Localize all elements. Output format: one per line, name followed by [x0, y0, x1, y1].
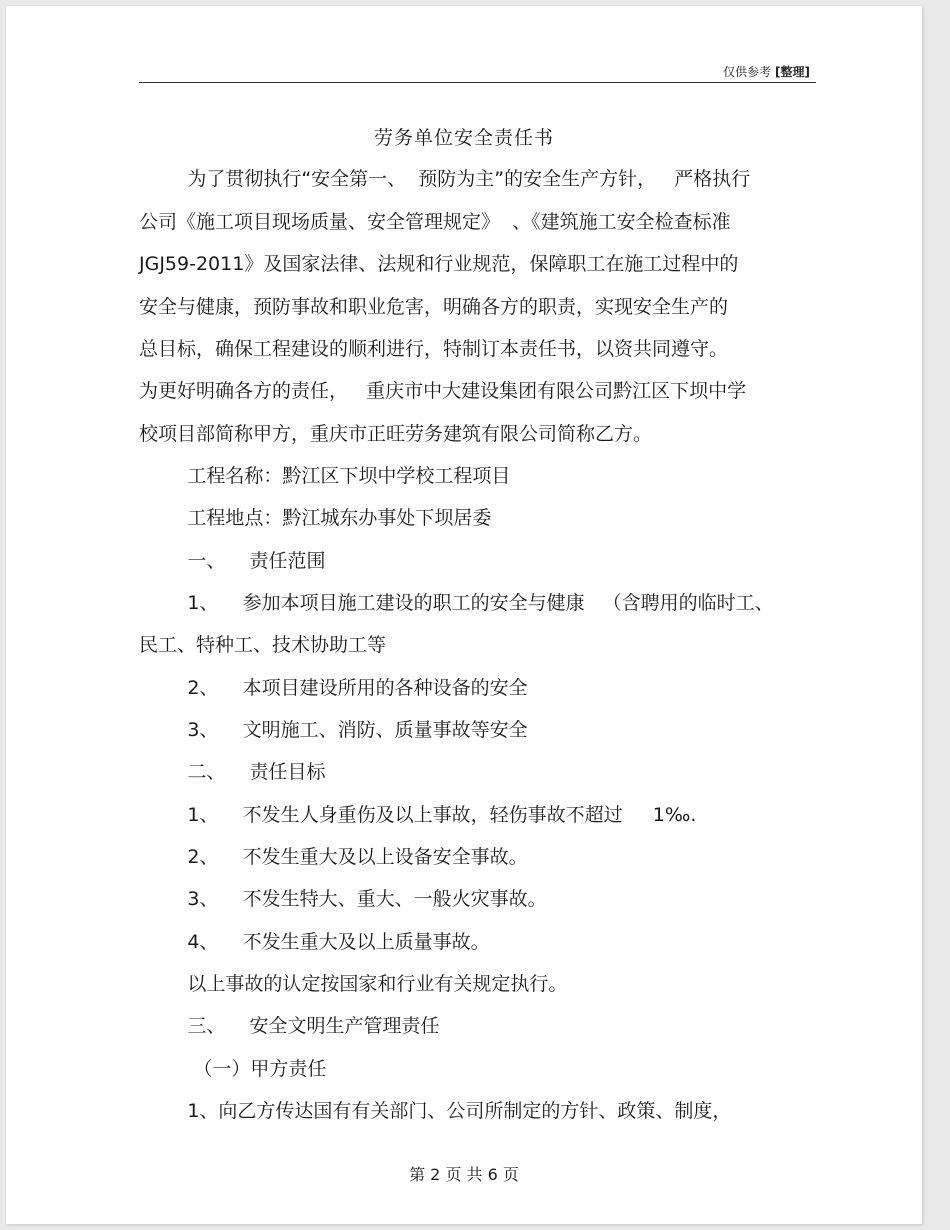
body-line: 总目标，确保工程建设的顺利进行，特制订本责任书，以资共同遵守。: [139, 338, 729, 360]
body-line: 以上事故的认定按国家和行业有关规定执行。: [139, 973, 568, 995]
body-line: 民工、特种工、技术协助工等: [139, 634, 387, 656]
body-line: 1、向乙方传达国有有关部门、公司所制定的方针、政策、制度，: [139, 1100, 732, 1122]
body-line: JGJ59-2011》及国家法律、法规和行业规范，保障职工在施工过程中的: [139, 253, 739, 275]
body-line: 1、 不发生人身重伤及以上事故，轻伤事故不超过 1‰.: [139, 804, 697, 826]
header-rule: [139, 82, 816, 83]
body-line: 安全与健康，预防事故和职业危害，明确各方的职责，实现安全生产的: [139, 296, 729, 318]
page-footer: 第 2 页 共 6 页: [409, 1165, 519, 1184]
body-line: （一）甲方责任: [139, 1058, 327, 1080]
body-line: 校项目部简称甲方，重庆市正旺劳务建筑有限公司简称乙方。: [139, 423, 653, 445]
body-line: 工程地点：黔江城东办事处下坝居委: [139, 507, 492, 529]
body-line: 2、 本项目建设所用的各种设备的安全: [139, 677, 528, 699]
header-note-tag: [整理]: [775, 65, 810, 79]
body-line: 为更好明确各方的责任， 重庆市中大建设集团有限公司黔江区下坝中学: [139, 380, 747, 402]
body-line: 1、 参加本项目施工建设的职工的安全与健康 （含聘用的临时工、: [139, 592, 774, 614]
document-page: [6, 6, 922, 1224]
body-line: 公司《施工项目现场质量、安全管理规定》 、《建筑施工安全检查标准: [139, 211, 731, 233]
body-line: 一、 责任范围: [139, 550, 326, 572]
body-line: 3、 文明施工、消防、质量事故等安全: [139, 719, 528, 741]
body-line: 4、 不发生重大及以上质量事故。: [139, 931, 490, 953]
body-line: 二、 责任目标: [139, 761, 326, 783]
body-line: 2、 不发生重大及以上设备安全事故。: [139, 846, 528, 868]
body-line: 三、 安全文明生产管理责任: [139, 1015, 440, 1037]
document-title: 劳务单位安全责任书: [373, 127, 554, 149]
header-note-text: 仅供参考: [723, 65, 772, 79]
header-note: [723, 63, 810, 80]
body-line: 工程名称：黔江区下坝中学校工程项目: [139, 465, 511, 487]
body-line: 为了贯彻执行“安全第一、 预防为主”的安全生产方针， 严格执行: [139, 168, 751, 190]
body-line: 3、 不发生特大、重大、一般火灾事故。: [139, 888, 547, 910]
